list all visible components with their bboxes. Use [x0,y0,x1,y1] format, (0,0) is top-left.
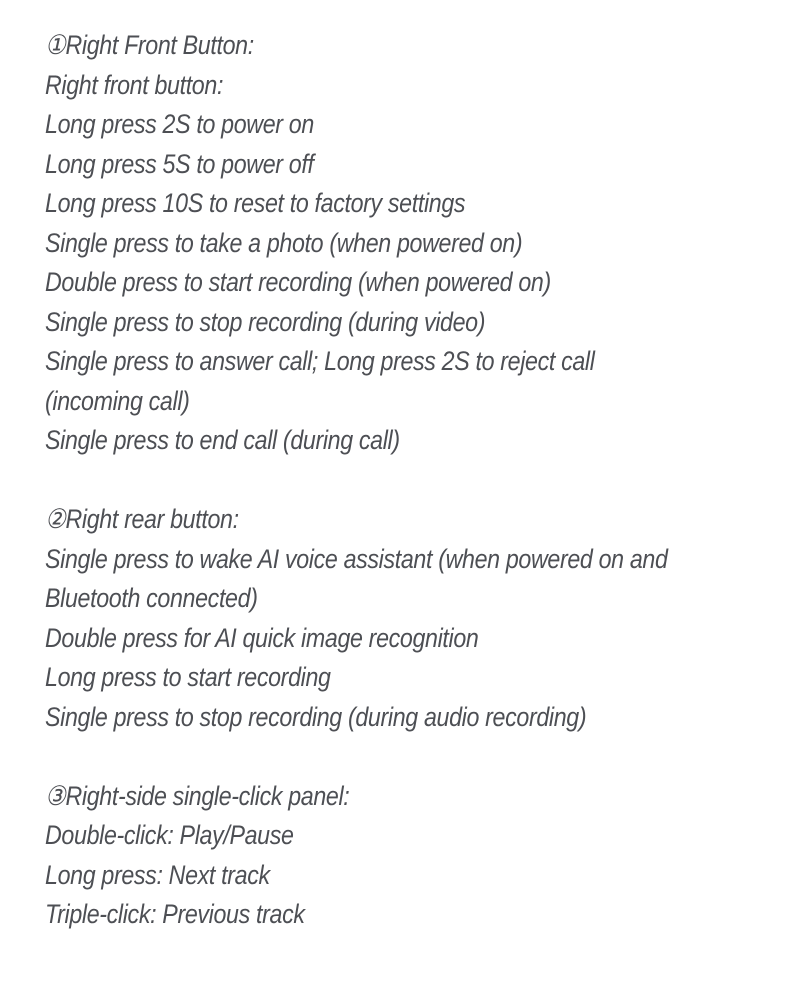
text-line: Right front button: [45,69,224,100]
text-line: Long press to start recording [45,662,331,692]
section-heading: ②Right rear button: [45,504,239,534]
text-line: Bluetooth connected) [45,583,258,613]
section-right-side-single-click-panel [45,777,668,935]
text-line: Double press to start recording (when powered on) [45,267,551,297]
text-line: Single press to wake AI voice assistant (when powered on and [45,543,668,574]
instructions-document [45,26,769,935]
text-line: Triple-click: Previous track [45,899,305,929]
text-line: Double-click: Play/Pause [45,820,294,850]
text-line: (incoming call) [45,385,190,416]
text-line: Long press 10S to reset to factory settings [45,188,466,218]
text-line: Long press 2S to power on [45,109,314,139]
text-line: Double press for AI quick image recognition [45,622,479,653]
section-right-rear-button [45,500,668,737]
text-line: Single press to stop recording (during video) [45,306,486,337]
text-line: Long press: Next track [45,859,270,890]
instructions-text-block [45,26,668,935]
text-line: Single press to end call (during call) [45,425,400,455]
section-heading: ①Right Front Button: [45,30,254,60]
section-right-front-button [45,26,668,461]
text-line: Single press to answer call; Long press 2S to reject call [45,346,595,376]
text-line: Single press to stop recording (during audio recording) [45,701,587,732]
section-heading: ③Right-side single-click panel: [45,780,350,811]
text-line: Long press 5S to power off [45,148,314,179]
text-line: Single press to take a photo (when powered on) [45,227,523,258]
